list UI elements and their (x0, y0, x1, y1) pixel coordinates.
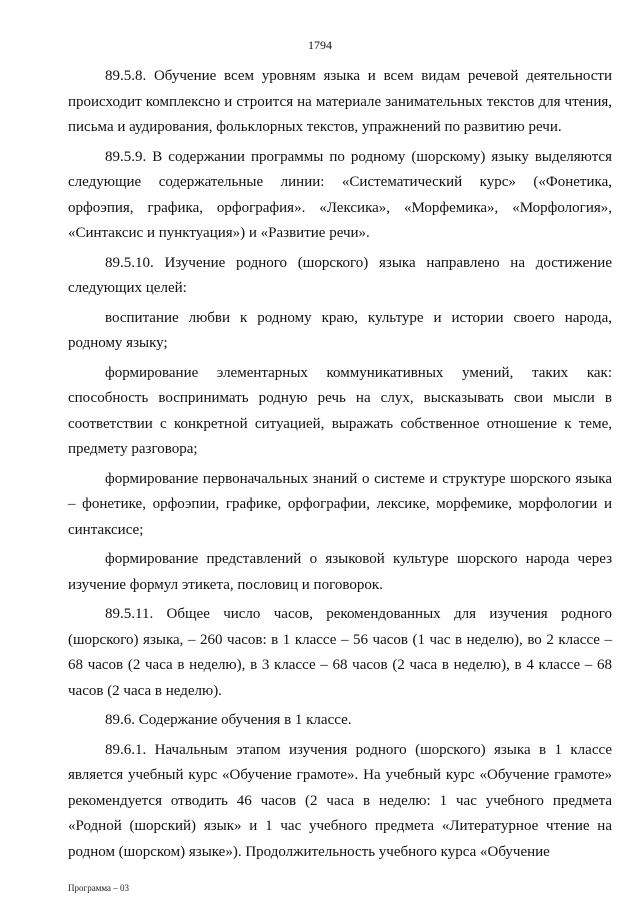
paragraph-89-5-10: 89.5.10. Изучение родного (шорского) языка направлено на достижение следующих целей: (68, 254, 612, 296)
document-body (68, 64, 612, 869)
paragraph-89-6-1: 89.6.1. Начальным этапом изучения родного (шорского) языка в 1 классе является учебный курс «Обучение грамоте». На учебный курс «Обучение грамоте» рекомендуется отводить 46 часов (2 часа в неделю: 1 час учебного предмета «Родной (шорский) язык» и 1 час учебного предмета «Литературное чтение на родном (шорском) языке»). Продолжительность учебного курса «Обучение (68, 741, 612, 860)
goal-item: формирование первоначальных знаний о системе и структуре шорского языка – фонетике, орфоэпии, графике, орфографии, лексике, морфемике, морфологии и синтаксисе; (68, 470, 612, 538)
goal-item: воспитание любви к родному краю, культуре и истории своего народа, родному языку; (68, 309, 612, 351)
footer-label: Программа – 03 (68, 883, 130, 893)
paragraph-89-5-8: 89.5.8. Обучение всем уровням языка и всем видам речевой деятельности происходит комплексно и строится на материале занимательных текстов для чтения, письма и аудирования, фольклорных текстов, упражнений по развитию речи. (68, 68, 612, 135)
goal-item: формирование элементарных коммуникативных умений, таких как: способность воспринимать родную речь на слух, высказывать свои мысли в соответствии с конкретной ситуацией, выражать собственное отношение к теме, предмету разговора; (68, 364, 612, 457)
goal-item: формирование представлений о языковой культуре шорского народа через изучение формул этикета, пословиц и поговорок. (68, 551, 612, 593)
paragraph-89-5-9: 89.5.9. В содержании программы по родному (шорскому) языку выделяются следующие содержательные линии: «Систематический курс» («Фонетика, орфоэпия, графика, орфография». «Лексика», «Морфемика», «Морфология», «Синтаксис и пунктуация») и «Развитие речи». (68, 148, 612, 241)
page-number: 1794 (308, 38, 332, 52)
paragraph-89-6: 89.6. Содержание обучения в 1 классе. (105, 712, 352, 728)
paragraph-89-5-11: 89.5.11. Общее число часов, рекомендованных для изучения родного (шорского) языка, – 260 часов: в 1 классе – 56 часов (1 час в неделю), во 2 классе – 68 часов (2 часа в неделю), в 3 классе – 68 часов (2 часа в неделю), в 4 классе – 68 часов (2 часа в неделю). (68, 606, 612, 699)
